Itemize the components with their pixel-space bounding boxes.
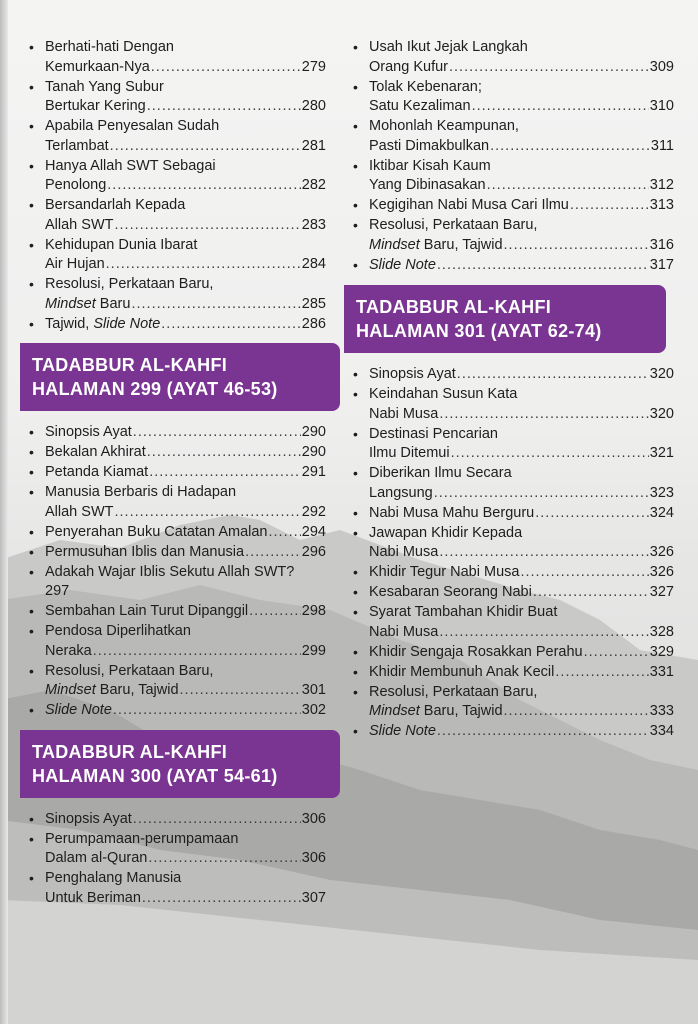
page-number: 333 — [649, 703, 674, 719]
bullet-icon: • — [353, 504, 358, 521]
page-number: 290 — [301, 424, 326, 440]
toc-entry[interactable]: • Slide Note ..... 334 — [344, 722, 674, 742]
page-number: 286 — [301, 315, 326, 332]
toc-entry[interactable]: • Penghalang Manusia Untuk Beriman ..... 307 — [20, 869, 326, 908]
bullet-icon: • — [29, 444, 34, 460]
toc-entry[interactable]: • Kehidupan Dunia Ibarat Air Hujan ..... 284 — [20, 236, 326, 275]
toc-entry[interactable]: • Khidir Sengaja Rosakkan Perahu ..... 329 — [344, 643, 674, 663]
page-edge — [0, 0, 8, 1024]
bullet-icon: • — [29, 603, 34, 619]
toc-entry[interactable]: • Slide Note ..... 302 — [20, 701, 326, 721]
page-number: 306 — [301, 850, 326, 866]
bullet-icon: • — [29, 197, 34, 213]
toc-entry[interactable]: • Manusia Berbaris di Hadapan Allah SWT ..... 292 — [20, 483, 326, 522]
toc-list-halaman-301 — [344, 365, 674, 742]
bullet-icon: • — [29, 236, 34, 253]
toc-entry[interactable]: • Tajwid, Slide Note ..... 286 — [20, 315, 326, 335]
page-number: 320 — [649, 366, 674, 382]
toc-entry[interactable]: • Adakah Wajar Iblis Sekutu Allah SWT? 297 — [20, 563, 326, 602]
bullet-icon: • — [29, 39, 34, 55]
page-number: 311 — [650, 137, 674, 154]
bullet-icon: • — [29, 78, 34, 95]
toc-list-halaman-299 — [20, 423, 326, 721]
toc-entry[interactable]: • Bersandarlah Kepada Allah SWT ..... 283 — [20, 196, 326, 235]
toc-column-left — [20, 38, 326, 909]
toc-entry[interactable]: • Pendosa Diperlihatkan Neraka ..... 299 — [20, 622, 326, 661]
bullet-icon: • — [353, 78, 358, 95]
toc-entry[interactable]: • Syarat Tambahan Khidir Buat Nabi Musa ..... 328 — [344, 603, 674, 642]
bullet-icon: • — [29, 276, 34, 292]
toc-list-left-top — [20, 38, 326, 334]
toc-entry[interactable]: • Perumpamaan-perumpamaan Dalam al-Quran ..... 306 — [20, 830, 326, 869]
bullet-icon: • — [29, 563, 34, 580]
bullet-icon: • — [353, 386, 358, 402]
page-number: 328 — [649, 623, 674, 640]
toc-entry[interactable]: • Permusuhan Iblis dan Manusia ..... 296 — [20, 543, 326, 563]
toc-entry[interactable]: • Tolak Kebenaran; Satu Kezaliman ..... 310 — [344, 78, 674, 117]
page-number: 334 — [649, 723, 674, 739]
page-number: 307 — [301, 889, 326, 906]
bullet-icon: • — [353, 465, 358, 481]
toc-entry[interactable]: • Resolusi, Perkataan Baru, Mindset Baru, Tajwid ..... 316 — [344, 216, 674, 255]
page-number: 296 — [301, 543, 326, 560]
toc-entry[interactable]: • Kegigihan Nabi Musa Cari Ilmu ..... 313 — [344, 196, 674, 216]
bullet-icon: • — [353, 157, 358, 174]
page-number: 316 — [649, 236, 674, 253]
bullet-icon: • — [353, 118, 358, 134]
page-number: 323 — [649, 484, 674, 501]
bullet-icon: • — [353, 564, 358, 580]
toc-entry[interactable]: • Iktibar Kisah Kaum Yang Dibinasakan ..... 312 — [344, 157, 674, 196]
page-number: 302 — [301, 702, 326, 718]
bullet-icon: • — [353, 39, 358, 55]
toc-entry[interactable]: • Sinopsis Ayat ..... 290 — [20, 423, 326, 443]
toc-entry[interactable]: • Sinopsis Ayat ..... 306 — [20, 810, 326, 830]
bullet-icon: • — [29, 623, 34, 639]
bullet-icon: • — [29, 870, 34, 886]
toc-entry[interactable]: • Kesabaran Seorang Nabi ..... 327 — [344, 583, 674, 603]
section-heading-halaman-301: TADABBUR AL-KAHFI HALAMAN 301 (AYAT 62-74) — [344, 285, 666, 353]
toc-entry[interactable]: • Hanya Allah SWT Sebagai Penolong ..... 282 — [20, 157, 326, 196]
bullet-icon: • — [353, 723, 358, 739]
page-number: 310 — [649, 98, 674, 114]
toc-entry[interactable]: • Usah Ikut Jejak Langkah Orang Kufur ..... 309 — [344, 38, 674, 77]
bullet-icon: • — [353, 197, 358, 213]
toc-entry[interactable]: • Destinasi Pencarian Ilmu Ditemui ..... 321 — [344, 425, 674, 464]
toc-list-halaman-300 — [20, 810, 326, 909]
bullet-icon: • — [353, 425, 358, 442]
page-number: 324 — [649, 504, 674, 521]
page-number: 329 — [649, 643, 674, 660]
page-number: 298 — [301, 603, 326, 619]
page-number: 282 — [301, 177, 326, 193]
page-number: 320 — [649, 405, 674, 422]
page-number: 294 — [301, 523, 326, 540]
toc-entry[interactable]: • Keindahan Susun Kata Nabi Musa ..... 320 — [344, 385, 674, 424]
page-number: 297 — [45, 583, 70, 599]
toc-entry[interactable]: • Nabi Musa Mahu Berguru ..... 324 — [344, 504, 674, 524]
section-heading-halaman-299: TADABBUR AL-KAHFI HALAMAN 299 (AYAT 46-53) — [20, 343, 340, 411]
toc-entry[interactable]: • Slide Note ..... 317 — [344, 256, 674, 276]
bullet-icon: • — [29, 315, 34, 332]
bullet-icon: • — [29, 810, 34, 827]
bullet-icon: • — [353, 604, 358, 620]
page-number: 279 — [301, 58, 326, 75]
toc-entry[interactable]: • Sembahan Lain Turut Dipanggil ..... 298 — [20, 602, 326, 622]
bullet-icon: • — [29, 543, 34, 560]
bullet-icon: • — [353, 663, 358, 680]
page-number: 283 — [301, 216, 326, 233]
bullet-icon: • — [29, 484, 34, 500]
toc-entry[interactable]: • Resolusi, Perkataan Baru, Mindset Baru, Tajwid ..... 301 — [20, 662, 326, 701]
page-number: 285 — [301, 295, 326, 312]
page-number: 301 — [301, 682, 326, 698]
toc-entry[interactable]: • Jawapan Khidir Kepada Nabi Musa ..... 326 — [344, 524, 674, 563]
page-number: 281 — [301, 137, 326, 154]
page-number: 317 — [649, 256, 674, 273]
page-number: 292 — [301, 503, 326, 520]
page-number: 284 — [301, 256, 326, 272]
toc-column-right — [344, 38, 674, 742]
bullet-icon: • — [29, 702, 34, 718]
bullet-icon: • — [29, 523, 34, 540]
bullet-icon: • — [29, 662, 34, 679]
page-number: 331 — [649, 663, 674, 680]
page-number: 309 — [649, 58, 674, 75]
page-number: 280 — [301, 98, 326, 114]
page-number: 321 — [649, 445, 674, 461]
bullet-icon: • — [29, 157, 34, 174]
toc-entry[interactable]: • Bekalan Akhirat ..... 290 — [20, 443, 326, 463]
toc-entry[interactable]: • Apabila Penyesalan Sudah Terlambat ..... 281 — [20, 117, 326, 156]
toc-entry[interactable]: • Tanah Yang Subur Bertukar Kering ..... 280 — [20, 78, 326, 117]
bullet-icon: • — [29, 118, 34, 134]
page-number: 313 — [649, 197, 674, 213]
toc-entry[interactable]: • Khidir Membunuh Anak Kecil ..... 331 — [344, 663, 674, 683]
toc-entry[interactable]: • Sinopsis Ayat ..... 320 — [344, 365, 674, 385]
toc-entry[interactable]: • Berhati-hati Dengan Kemurkaan-Nya ..... 279 — [20, 38, 326, 77]
bullet-icon: • — [353, 584, 358, 600]
toc-entry[interactable]: • Resolusi, Perkataan Baru, Mindset Baru ..... 285 — [20, 275, 326, 314]
page-number: 326 — [649, 564, 674, 580]
toc-entry[interactable]: • Diberikan Ilmu Secara Langsung ..... 323 — [344, 464, 674, 503]
bullet-icon: • — [353, 217, 358, 233]
bullet-icon: • — [353, 256, 358, 273]
page-number: 312 — [649, 177, 674, 193]
bullet-icon: • — [353, 643, 358, 660]
bullet-icon: • — [353, 524, 358, 541]
toc-entry[interactable]: • Khidir Tegur Nabi Musa ..... 326 — [344, 563, 674, 583]
bullet-icon: • — [353, 683, 358, 700]
page-number: 290 — [301, 444, 326, 460]
page-number: 299 — [301, 642, 326, 659]
page-number: 327 — [649, 584, 674, 600]
bullet-icon: • — [29, 424, 34, 440]
bullet-icon: • — [29, 464, 34, 480]
bullet-icon: • — [353, 366, 358, 382]
toc-entry[interactable]: • Resolusi, Perkataan Baru, Mindset Baru, Tajwid ..... 333 — [344, 683, 674, 722]
toc-list-right-top — [344, 38, 674, 275]
page-number: 291 — [301, 464, 326, 480]
page-number: 306 — [301, 810, 326, 827]
toc-entry[interactable]: • Penyerahan Buku Catatan Amalan ..... 294 — [20, 523, 326, 543]
page-number: 326 — [649, 544, 674, 560]
bullet-icon: • — [29, 830, 34, 847]
toc-entry[interactable]: • Petanda Kiamat ..... 291 — [20, 463, 326, 483]
toc-entry[interactable]: • Mohonlah Keampunan, Pasti Dimakbulkan ..... 311 — [344, 117, 674, 156]
section-heading-halaman-300: TADABBUR AL-KAHFI HALAMAN 300 (AYAT 54-61) — [20, 730, 340, 798]
